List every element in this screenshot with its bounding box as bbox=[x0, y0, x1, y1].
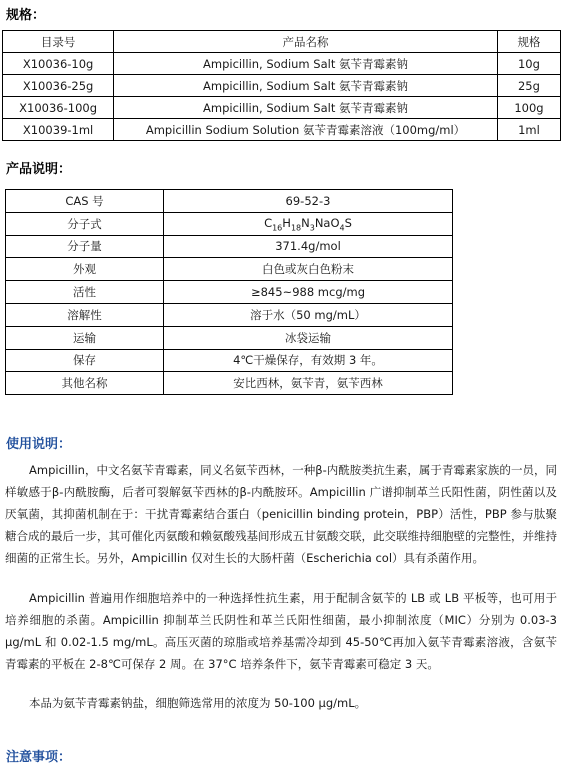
product-name-cell: Ampicillin Sodium Solution 氨苄青霉素溶液（100mg/ml） bbox=[114, 119, 498, 141]
header-size: 规格 bbox=[497, 31, 560, 53]
table-row bbox=[3, 119, 561, 141]
product-info-heading: 产品说明： bbox=[6, 162, 72, 177]
catalog-no-cell: X10036-10g bbox=[3, 53, 114, 75]
property-value: 安比西林，氨苄青，氨苄西林 bbox=[164, 372, 453, 395]
table-row bbox=[6, 349, 453, 372]
table-row bbox=[6, 235, 453, 258]
header-catalog-no: 目录号 bbox=[3, 31, 114, 53]
product-name-cell: Ampicillin, Sodium Salt 氨苄青霉素钠 bbox=[114, 53, 498, 75]
usage-paragraph: Ampicillin，中文名氨苄青霉素，同义名氨苄西林，一种β-内酰胺类抗生素，属于青霉素家族的一员，同样敏感于β-内酰胺酶，后者可裂解氨苄西林的β-内酰胺环。Ampicillin 广谱抑制革兰氏阳性菌，阴性菌以及厌氧菌，其抑菌机制在于：干扰青霉素结合蛋白（penicillin binding protein，PBP）活性，PBP 参与肽聚糖合成的最后一步，其可催化丙氨酸和赖氨酸残基间形成五甘氨酸交联，此交联维持细胞壁的完整性，并维持细菌的正常生长。另外，Ampicillin 仅对生长的大肠杆菌（Escherichia col）具有杀菌作用。 bbox=[5, 463, 557, 565]
size-cell: 10g bbox=[497, 53, 560, 75]
property-value: ≥845~988 mcg/mg bbox=[164, 281, 453, 304]
property-value: 69-52-3 bbox=[164, 190, 453, 213]
notes-heading: 注意事项： bbox=[6, 750, 72, 765]
usage-paragraph: 本品为氨苄青霉素钠盐，细胞筛选常用的浓度为 50-100 μg/mL。 bbox=[29, 696, 367, 710]
table-row bbox=[6, 303, 453, 326]
table-row bbox=[6, 212, 453, 235]
property-value: 白色或灰白色粉末 bbox=[164, 258, 453, 281]
property-label: 保存 bbox=[6, 349, 164, 372]
table-row bbox=[6, 190, 453, 213]
table-header-row bbox=[3, 31, 561, 53]
catalog-no-cell: X10039-1ml bbox=[3, 119, 114, 141]
table-row bbox=[6, 258, 453, 281]
usage-heading: 使用说明： bbox=[6, 437, 72, 452]
table-row bbox=[3, 75, 561, 97]
product-name-cell: Ampicillin, Sodium Salt 氨苄青霉素钠 bbox=[114, 75, 498, 97]
table-row bbox=[6, 372, 453, 395]
property-value: 溶于水（50 mg/mL） bbox=[164, 303, 453, 326]
property-label: 溶解性 bbox=[6, 303, 164, 326]
table-row bbox=[6, 281, 453, 304]
spec-table bbox=[2, 30, 561, 141]
header-product-name: 产品名称 bbox=[114, 31, 498, 53]
property-label: CAS 号 bbox=[6, 190, 164, 213]
catalog-no-cell: X10036-100g bbox=[3, 97, 114, 119]
property-label: 分子量 bbox=[6, 235, 164, 258]
property-value: 4℃干燥保存，有效期 3 年。 bbox=[164, 349, 453, 372]
product-info-table bbox=[5, 189, 453, 395]
usage-paragraph: Ampicillin 普遍用作细胞培养中的一种选择性抗生素，用于配制含氨苄的 LB 或 LB 平板等，也可用于培养细胞的杀菌。Ampicillin 抑制革兰氏阴性和革兰氏阳性细菌，最小抑制浓度（MIC）分别为 0.03-3 μg/mL 和 0.02-1.5 mg/mL。高压灭菌的琼脂或培养基需冷却到 45-50℃再加入氨苄青霉素溶液，含氨苄青霉素的平板在 2-8℃可保存 2 周。在 37°C 培养条件下，氨苄青霉素可稳定 3 天。 bbox=[5, 591, 557, 671]
catalog-no-cell: X10036-25g bbox=[3, 75, 114, 97]
size-cell: 25g bbox=[497, 75, 560, 97]
property-label: 运输 bbox=[6, 326, 164, 349]
size-cell: 100g bbox=[497, 97, 560, 119]
property-label: 活性 bbox=[6, 281, 164, 304]
property-value: 371.4g/mol bbox=[164, 235, 453, 258]
property-label: 其他名称 bbox=[6, 372, 164, 395]
product-name-cell: Ampicillin, Sodium Salt 氨苄青霉素钠 bbox=[114, 97, 498, 119]
property-value: 冰袋运输 bbox=[164, 326, 453, 349]
table-row bbox=[3, 97, 561, 119]
table-row bbox=[3, 53, 561, 75]
property-label: 外观 bbox=[6, 258, 164, 281]
size-cell: 1ml bbox=[497, 119, 560, 141]
property-label: 分子式 bbox=[6, 212, 164, 235]
molecular-formula: $C_{16}H_{18}N_3NaO_4S$ bbox=[164, 212, 453, 235]
table-row bbox=[6, 326, 453, 349]
spec-heading: 规格： bbox=[6, 8, 46, 23]
